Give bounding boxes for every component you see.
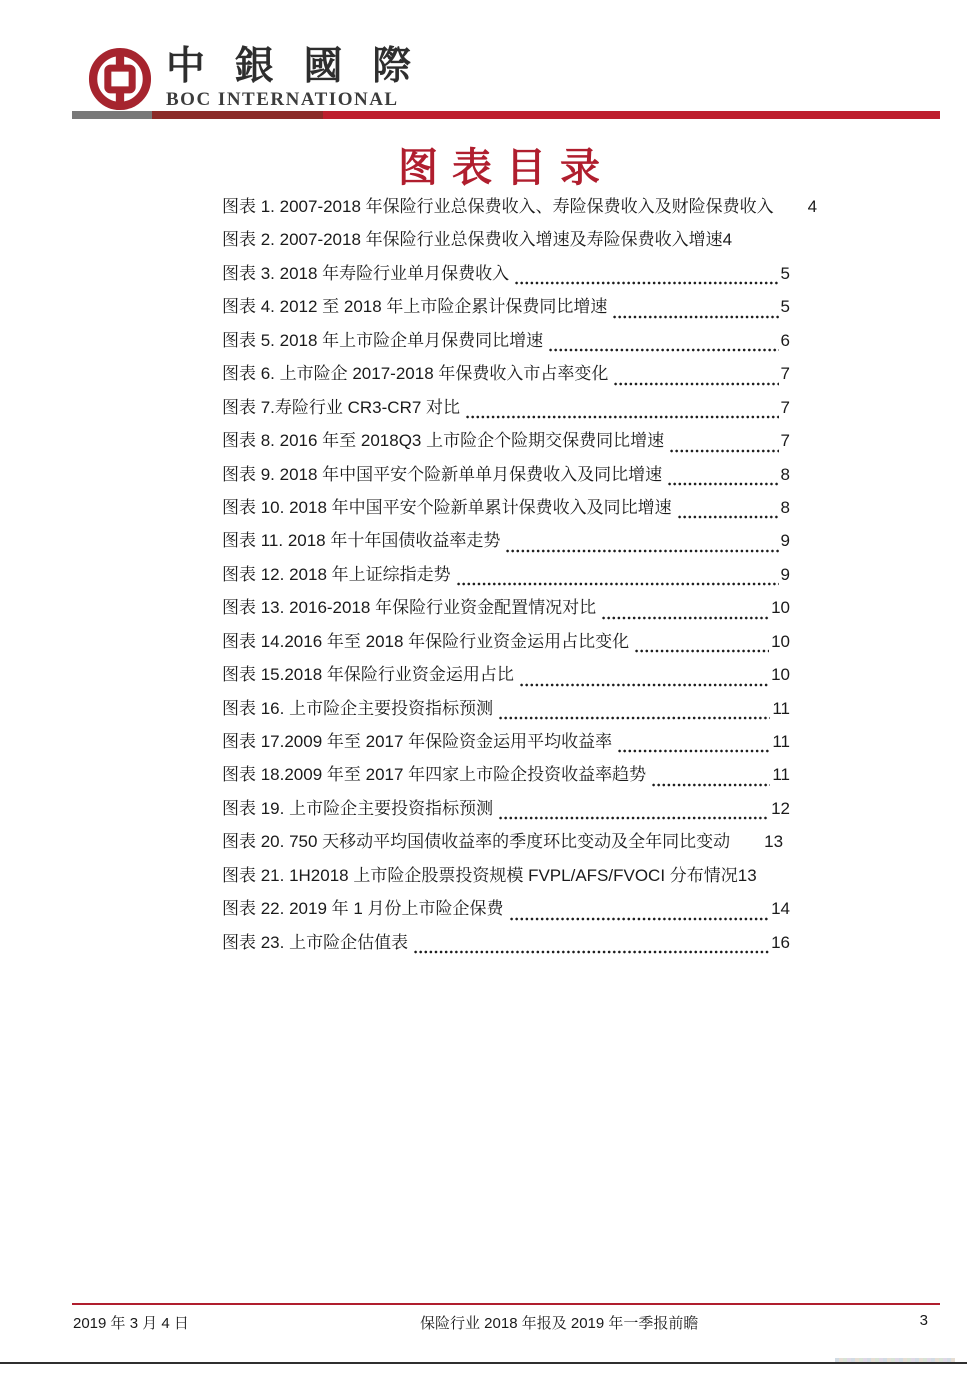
header-logo bbox=[88, 45, 421, 111]
toc-entry bbox=[222, 292, 790, 325]
toc-entry-page-number: 7 bbox=[780, 397, 790, 417]
toc-dotted-leader bbox=[602, 616, 769, 620]
toc-entry-label: 图表 4. 2012 至 2018 年上市险企累计保费同比增速 bbox=[222, 297, 608, 317]
toc-entry bbox=[222, 727, 790, 760]
toc-entry bbox=[222, 861, 790, 894]
toc-entry-label: 图表 11. 2018 年十年国债收益率走势 bbox=[222, 531, 501, 551]
scan-artifact bbox=[835, 1358, 955, 1362]
page-bottom-edge bbox=[0, 1362, 967, 1364]
toc-entry-label: 图表 5. 2018 年上市险企单月保费同比增速 bbox=[222, 330, 544, 350]
toc-entry-label: 图表 9. 2018 年中国平安个险新单单月保费收入及同比增速 bbox=[222, 464, 663, 484]
toc-entry-page-number: 11 bbox=[772, 765, 790, 785]
boc-emblem-icon bbox=[88, 47, 152, 111]
toc-entry-page-number: 5 bbox=[780, 263, 790, 283]
toc-dotted-leader bbox=[668, 482, 778, 486]
toc-entry-page-number: 7 bbox=[780, 364, 790, 384]
toc-entry bbox=[222, 192, 818, 225]
toc-entry-page-number: 13 bbox=[764, 832, 784, 852]
header-rule-red-segment bbox=[323, 111, 940, 119]
toc-entry bbox=[222, 493, 790, 526]
toc-entry-page-number: 11 bbox=[772, 698, 790, 718]
toc-entry-label: 图表 23. 上市险企估值表 bbox=[222, 932, 409, 952]
toc-entry bbox=[222, 928, 790, 961]
toc-entry bbox=[222, 460, 790, 493]
brand-name-english: BOC INTERNATIONAL bbox=[166, 89, 399, 110]
toc-entry bbox=[222, 326, 790, 359]
toc-dotted-leader bbox=[510, 917, 770, 921]
toc-entry-page-number: 7 bbox=[780, 431, 790, 451]
toc-entry-label: 图表 1. 2007-2018 年保险行业总保费收入、寿险保费收入及财险保费收入 bbox=[222, 197, 774, 216]
toc-entry bbox=[222, 560, 790, 593]
toc-entry-label: 图表 2. 2007-2018 年保险行业总保费收入增速及寿险保费收入增速 bbox=[222, 230, 723, 250]
figure-toc-list bbox=[222, 192, 818, 961]
toc-entry bbox=[222, 526, 790, 559]
toc-entry bbox=[222, 794, 790, 827]
toc-entry-label: 图表 22. 2019 年 1 月份上市险企保费 bbox=[222, 899, 504, 919]
toc-dotted-leader bbox=[515, 281, 778, 285]
toc-dotted-leader bbox=[499, 716, 770, 720]
toc-entry-page-number: 5 bbox=[780, 297, 790, 317]
page-title: 图表目录 bbox=[398, 145, 614, 190]
footer-page-number: 3 bbox=[919, 1312, 928, 1329]
toc-dotted-leader bbox=[635, 649, 769, 653]
toc-entry-label: 图表 7.寿险行业 CR3-CR7 对比 bbox=[222, 397, 461, 417]
toc-entry-label: 图表 3. 2018 年寿险行业单月保费收入 bbox=[222, 263, 510, 283]
toc-entry bbox=[222, 225, 790, 258]
toc-dotted-leader bbox=[614, 382, 778, 386]
toc-entry bbox=[222, 660, 790, 693]
toc-entry-page-number: 4 bbox=[807, 197, 818, 216]
toc-entry bbox=[222, 393, 790, 426]
toc-entry bbox=[222, 359, 790, 392]
toc-entry-page-number: 8 bbox=[780, 497, 790, 517]
footer-report-title: 保险行业 2018 年报及 2019 年一季报前瞻 bbox=[420, 1315, 699, 1332]
toc-entry-label: 图表 19. 上市险企主要投资指标预测 bbox=[222, 798, 494, 818]
toc-entry-label: 图表 20. 750 天移动平均国债收益率的季度环比变动及全年同比变动 bbox=[222, 832, 731, 852]
toc-entry bbox=[222, 827, 790, 860]
toc-entry bbox=[222, 627, 790, 660]
toc-entry-page-number: 14 bbox=[771, 899, 790, 919]
toc-entry-page-number: 13 bbox=[737, 865, 757, 885]
toc-entry-label: 图表 16. 上市险企主要投资指标预测 bbox=[222, 698, 494, 718]
toc-entry-page-number: 8 bbox=[780, 464, 790, 484]
footer-date: 2019 年 3 月 4 日 bbox=[73, 1315, 189, 1332]
toc-dotted-leader bbox=[670, 449, 778, 453]
toc-entry-label: 图表 8. 2016 年至 2018Q3 上市险企个险期交保费同比增速 bbox=[222, 431, 665, 451]
header-rule-gray-segment bbox=[72, 111, 152, 119]
toc-entry-label: 图表 17.2009 年至 2017 年保险资金运用平均收益率 bbox=[222, 732, 613, 751]
toc-dotted-leader bbox=[652, 783, 770, 787]
toc-entry-label: 图表 13. 2016-2018 年保险行业资金配置情况对比 bbox=[222, 598, 597, 618]
toc-dotted-leader bbox=[506, 549, 778, 553]
toc-entry-label: 图表 14.2016 年至 2018 年保险行业资金运用占比变化 bbox=[222, 631, 630, 651]
toc-entry-label: 图表 21. 1H2018 上市险企股票投资规模 FVPL/AFS/FVOCI 分布情况 bbox=[222, 865, 738, 885]
brand-name-chinese: 中 銀 國 際 bbox=[166, 45, 422, 88]
toc-entry-page-number: 9 bbox=[780, 531, 790, 551]
toc-entry bbox=[222, 694, 790, 727]
toc-entry-label: 图表 6. 上市险企 2017-2018 年保费收入市占率变化 bbox=[222, 364, 609, 384]
toc-entry bbox=[222, 894, 790, 927]
toc-entry bbox=[222, 426, 790, 459]
toc-entry-page-number: 12 bbox=[771, 798, 790, 818]
toc-entry bbox=[222, 593, 790, 626]
toc-entry-page-number: 10 bbox=[771, 631, 790, 651]
header-rule bbox=[72, 111, 940, 119]
toc-entry-label: 图表 15.2018 年保险行业资金运用占比 bbox=[222, 665, 514, 685]
footer-rule bbox=[72, 1303, 940, 1305]
toc-entry-label: 图表 18.2009 年至 2017 年四家上市险企投资收益率趋势 bbox=[222, 765, 647, 785]
toc-entry bbox=[222, 760, 790, 793]
toc-dotted-leader bbox=[499, 816, 769, 820]
toc-entry-page-number: 10 bbox=[771, 665, 790, 685]
toc-dotted-leader bbox=[618, 749, 770, 753]
toc-entry-page-number: 16 bbox=[771, 932, 790, 952]
toc-entry-label: 图表 12. 2018 年上证综指走势 bbox=[222, 564, 451, 584]
brand-text bbox=[166, 45, 421, 111]
toc-dotted-leader bbox=[549, 348, 778, 352]
toc-entry bbox=[222, 259, 790, 292]
toc-dotted-leader bbox=[613, 315, 778, 319]
toc-dotted-leader bbox=[414, 950, 769, 954]
toc-entry-page-number: 4 bbox=[722, 230, 733, 250]
toc-entry-page-number: 9 bbox=[780, 564, 790, 584]
toc-entry-page-number: 10 bbox=[771, 598, 790, 618]
toc-dotted-leader bbox=[678, 515, 779, 519]
toc-entry-page-number: 6 bbox=[780, 330, 790, 350]
toc-entry-page-number: 11 bbox=[772, 732, 790, 751]
toc-dotted-leader bbox=[520, 683, 769, 687]
toc-entry-label: 图表 10. 2018 年中国平安个险新单累计保费收入及同比增速 bbox=[222, 497, 672, 517]
header-rule-darkred-segment bbox=[152, 111, 323, 119]
toc-dotted-leader bbox=[466, 415, 779, 419]
toc-dotted-leader bbox=[457, 582, 779, 586]
